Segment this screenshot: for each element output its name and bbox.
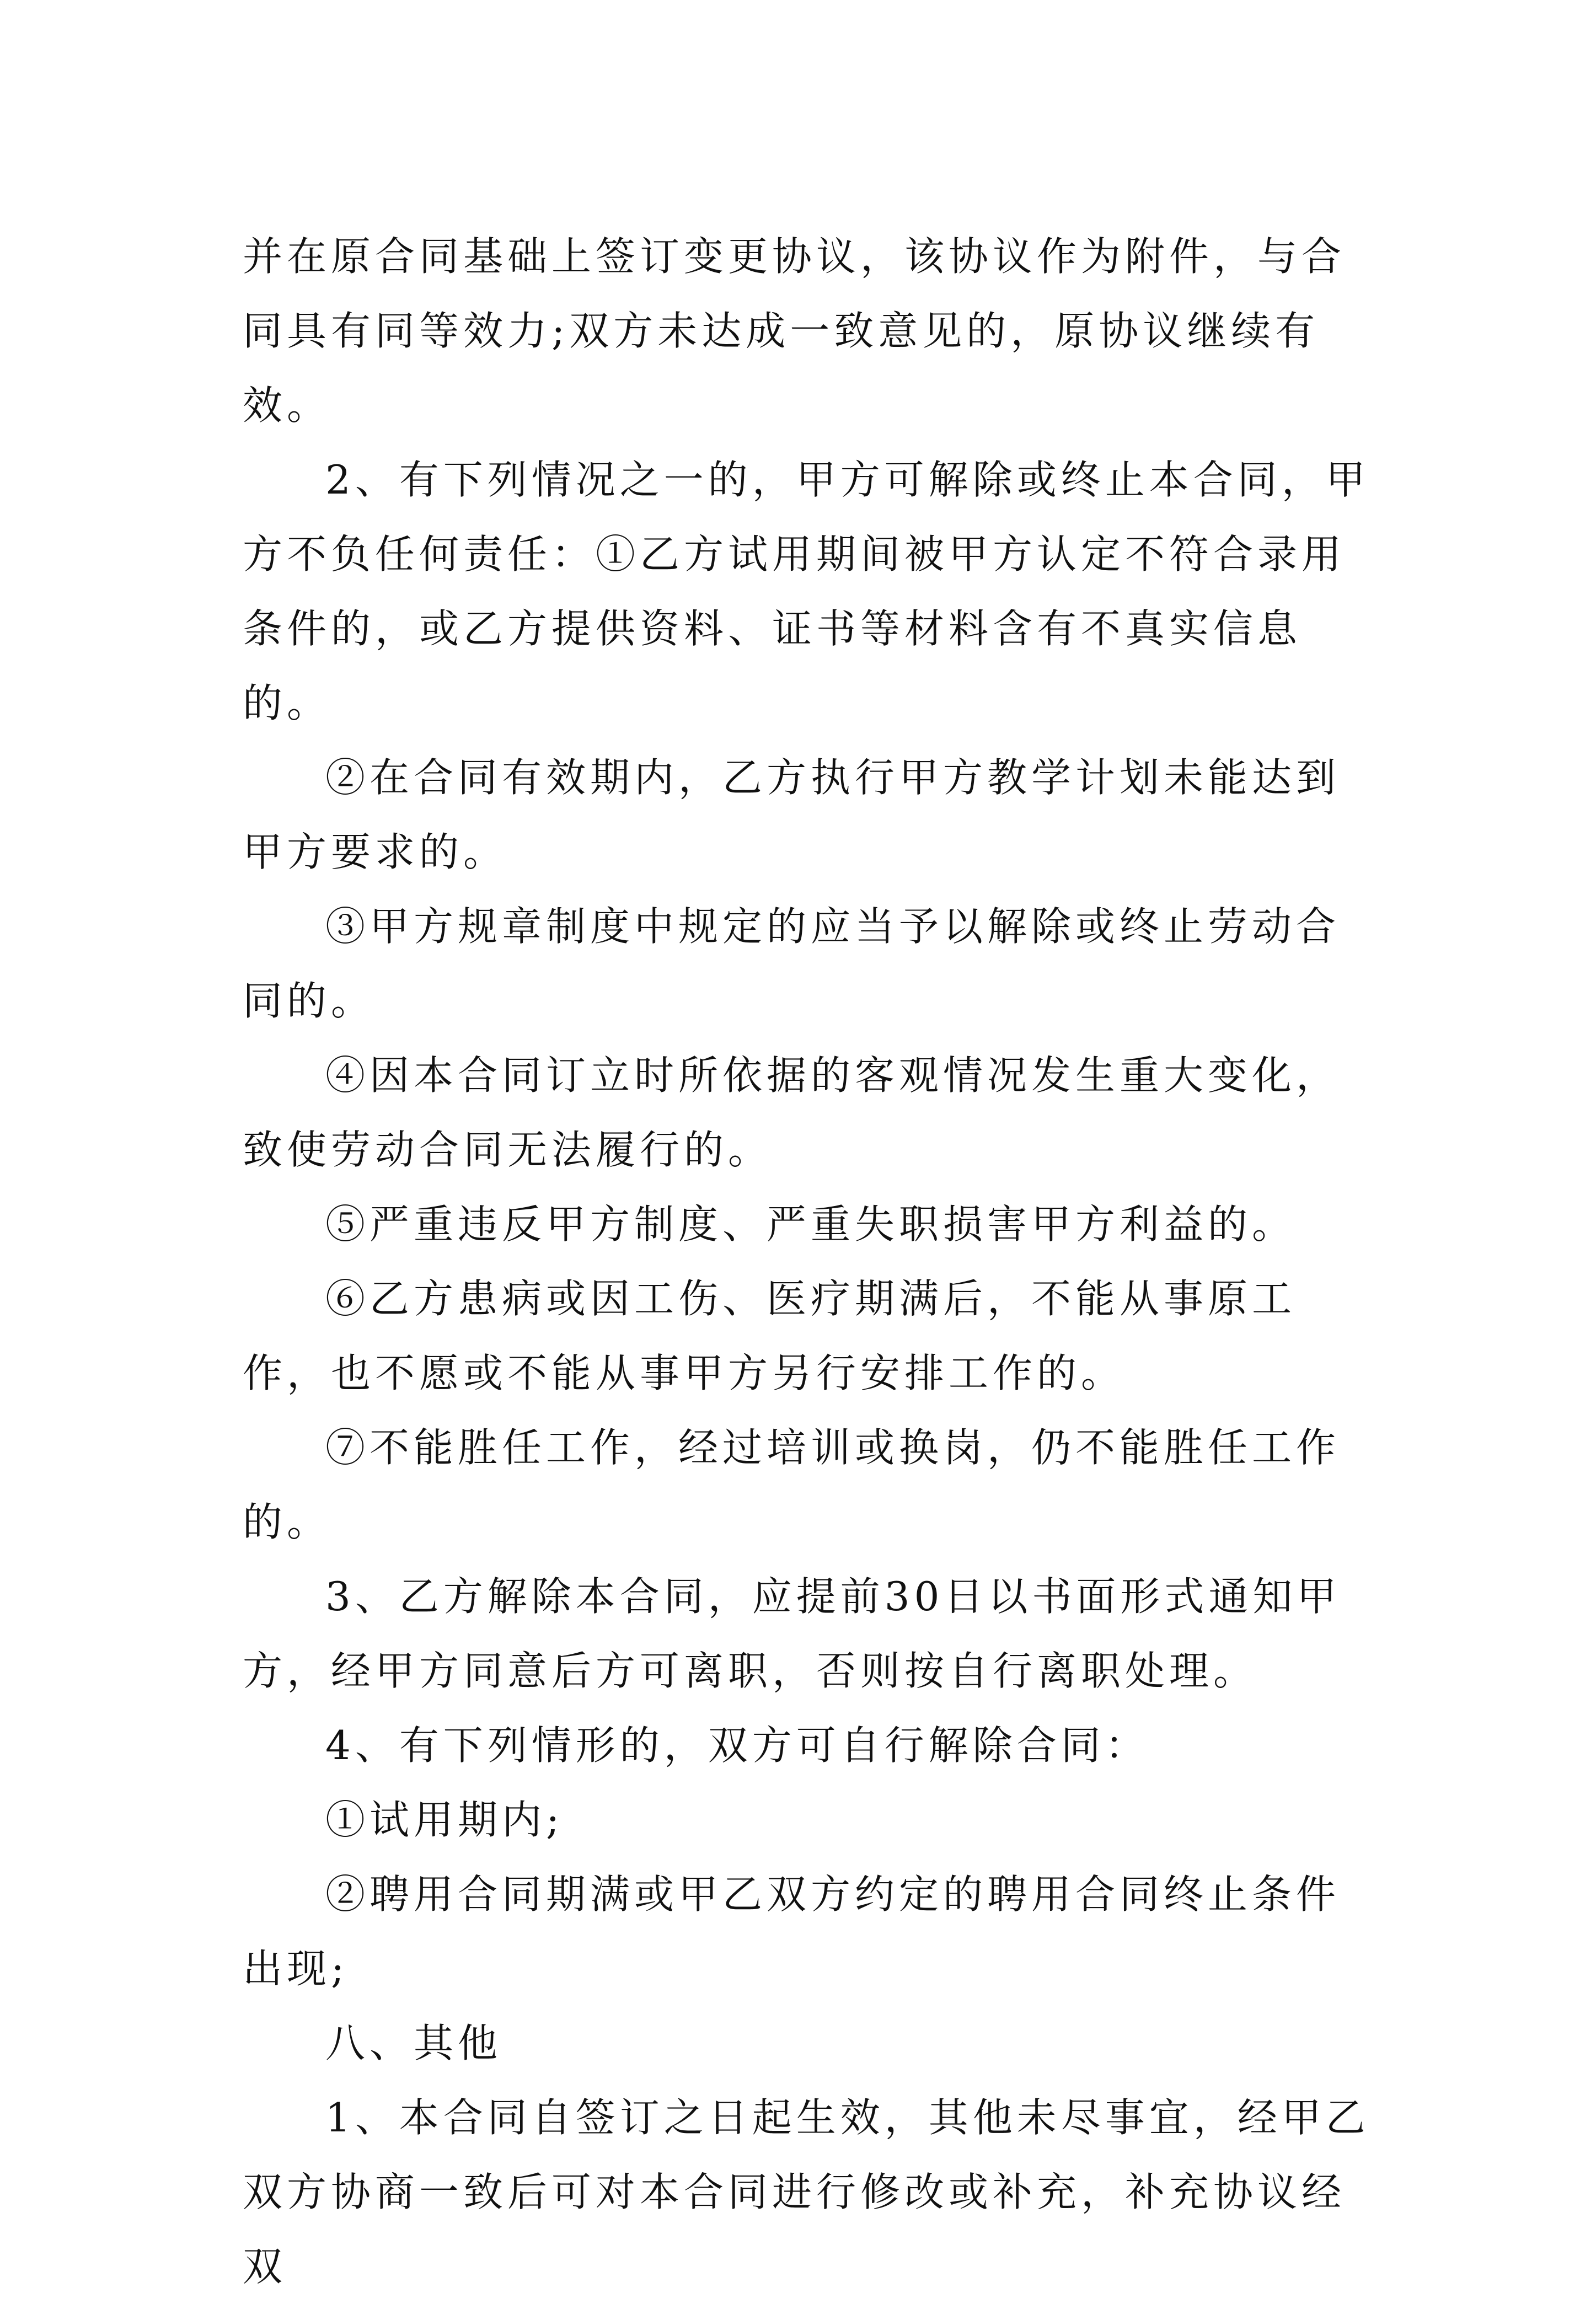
paragraph-continuation: 并在原合同基础上签订变更协议，该协议作为附件，与合同具有同等效力;双方未达成一致意见的，原协议继续有效。	[243, 233, 1346, 428]
document-body	[243, 219, 1370, 2304]
paragraph-item-3: ③甲方规章制度中规定的应当予以解除或终止劳动合同的。	[243, 903, 1341, 1024]
paragraph-item-4: ④因本合同订立时所依据的客观情况发生重大变化，致使劳动合同无法履行的。	[243, 1052, 1341, 1173]
paragraph-item-5: ⑤严重违反甲方制度、严重失职损害甲方利益的。	[325, 1201, 1297, 1247]
paragraph-item-2: ②在合同有效期内，乙方执行甲方教学计划未能达到甲方要求的。	[243, 754, 1341, 875]
paragraph-clause-2: 2、有下列情况之一的，甲方可解除或终止本合同，甲方不负任何责任：①乙方试用期间被甲方认定不符合录用条件的，或乙方提供资料、证书等材料含有不真实信息的。	[243, 457, 1370, 726]
paragraph-clause-4: 4、有下列情形的，双方可自行解除合同：	[325, 1722, 1149, 1769]
paragraph-clause-4-item-2: ②聘用合同期满或甲乙双方约定的聘用合同终止条件出现;	[243, 1871, 1341, 1992]
paragraph-other-clause-1: 1、本合同自签订之日起生效，其他未尽事宜，经甲乙双方协商一致后可对本合同进行修改或补充，补充协议经双	[243, 2094, 1370, 2290]
section-heading-other: 八、其他	[325, 2020, 502, 2066]
paragraph-clause-4-item-1: ①试用期内;	[325, 1797, 564, 1843]
paragraph-clause-3: 3、乙方解除本合同，应提前30日以书面形式通知甲方，经甲方同意后方可离职，否则按自行离职处理。	[243, 1573, 1341, 1694]
paragraph-item-7: ⑦不能胜任工作，经过培训或换岗，仍不能胜任工作的。	[243, 1424, 1341, 1545]
paragraph-item-6: ⑥乙方患病或因工伤、医疗期满后，不能从事原工作，也不愿或不能从事甲方另行安排工作的。	[243, 1276, 1297, 1396]
